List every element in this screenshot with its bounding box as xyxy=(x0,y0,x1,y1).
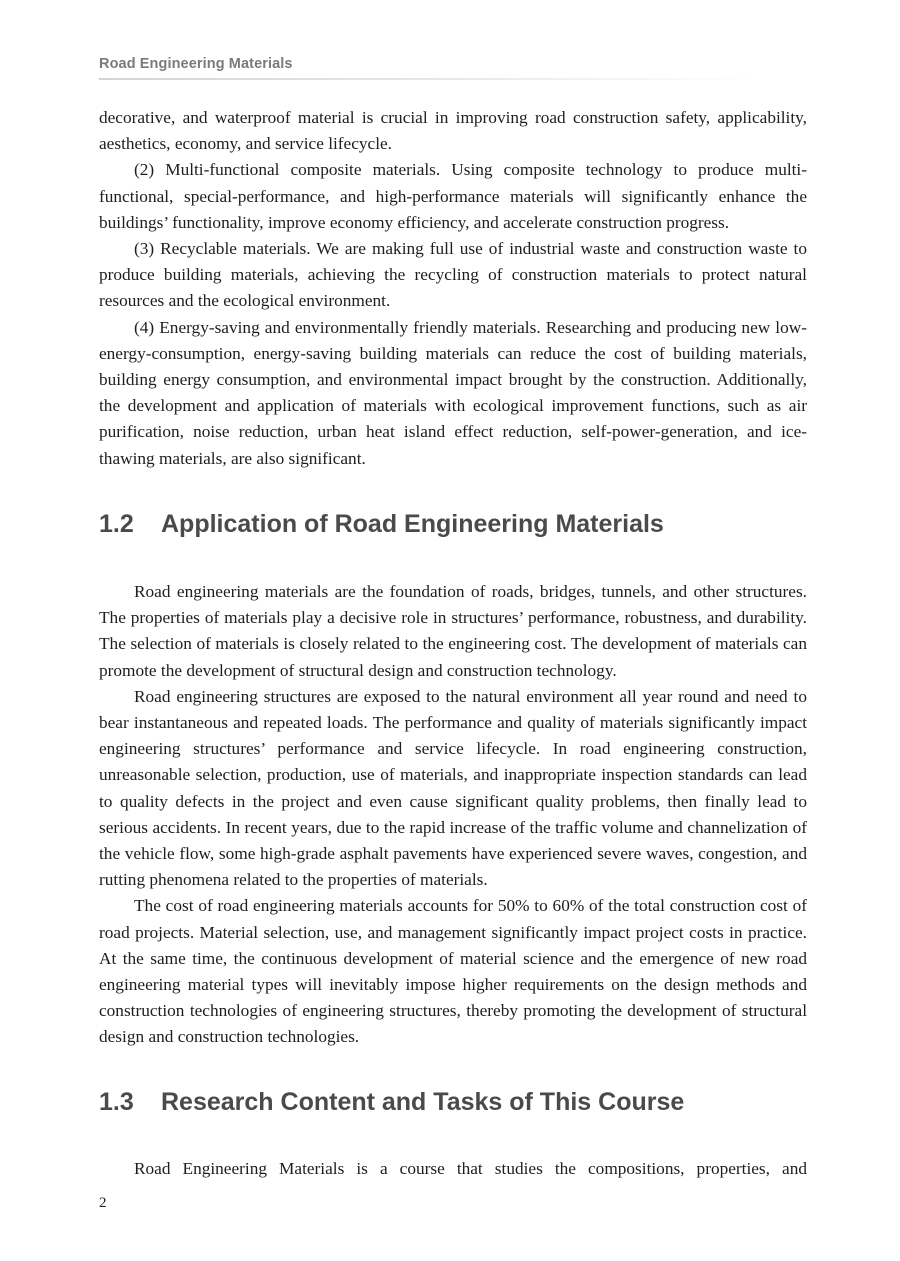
paragraph: decorative, and waterproof material is crucial in improving road construction safety, applicability, aesthetics, economy, and service lifecycle. xyxy=(99,108,807,154)
paragraph: (4) Energy-saving and environmentally friendly materials. Researching and producing new low-energy-consumption, energy-saving building materials can reduce the cost of building materials, building energy consumption, and environmental impact brought by the construction. Additionally, the development and application of materials with ecological improvement functions, such as air purification, noise reduction, urban heat island effect reduction, self-power-generation, and ice-thawing materials, are also significant. xyxy=(99,317,807,468)
section-1-3-text-block xyxy=(99,1156,807,1182)
continuation-text-block xyxy=(99,105,807,472)
section-heading-1-3 xyxy=(99,1088,684,1117)
paragraph: (3) Recyclable materials. We are making full use of industrial waste and construction waste to produce building materials, achieving the recycling of construction materials to protect natural resources and the ecological environment. xyxy=(99,239,807,311)
section-title: Application of Road Engineering Materials xyxy=(161,510,664,538)
paragraph: (2) Multi-functional composite materials. Using composite technology to produce multi-functional, special-performance, and high-performance materials will significantly enhance the buildings’ functionality, improve economy efficiency, and accelerate construction progress. xyxy=(99,160,807,232)
paragraph: Road engineering structures are exposed to the natural environment all year round and need to bear instantaneous and repeated loads. The performance and quality of materials significantly impact engineering structures’ performance and service lifecycle. In road engineering construction, unreasonable selection, production, use of materials, and inappropriate inspection standards can lead to quality defects in the project and even cause significant quality problems, then finally lead to serious accidents. In recent years, due to the rapid increase of the traffic volume and channelization of the vehicle flow, some high-grade asphalt pavements have experienced severe waves, congestion, and rutting phenomena related to the properties of materials. xyxy=(99,686,807,890)
section-title: Research Content and Tasks of This Course xyxy=(161,1088,685,1116)
section-number: 1.2 xyxy=(99,510,134,538)
section-heading-1-2 xyxy=(99,510,664,539)
paragraph: Road engineering materials are the foundation of roads, bridges, tunnels, and other structures. The properties of materials play a decisive role in structures’ performance, robustness, and durability. The selection of materials is closely related to the engineering cost. The development of materials can promote the development of structural design and construction technology. xyxy=(99,582,807,680)
header-divider xyxy=(99,78,759,80)
running-header-title: Road Engineering Materials xyxy=(99,56,293,72)
paragraph: Road Engineering Materials is a course that studies the compositions, properties, and xyxy=(134,1159,807,1178)
section-1-2-text-block xyxy=(99,579,807,1051)
paragraph: The cost of road engineering materials accounts for 50% to 60% of the total construction cost of road projects. Material selection, use, and management significantly impact project costs in practice. At the same time, the continuous development of material science and the emergence of new road engineering material types will inevitably impose higher requirements on the design methods and construction technologies of engineering structures, thereby promoting the development of structural design and construction technologies. xyxy=(99,896,807,1047)
page-number: 2 xyxy=(99,1195,107,1211)
section-number: 1.3 xyxy=(99,1088,134,1116)
